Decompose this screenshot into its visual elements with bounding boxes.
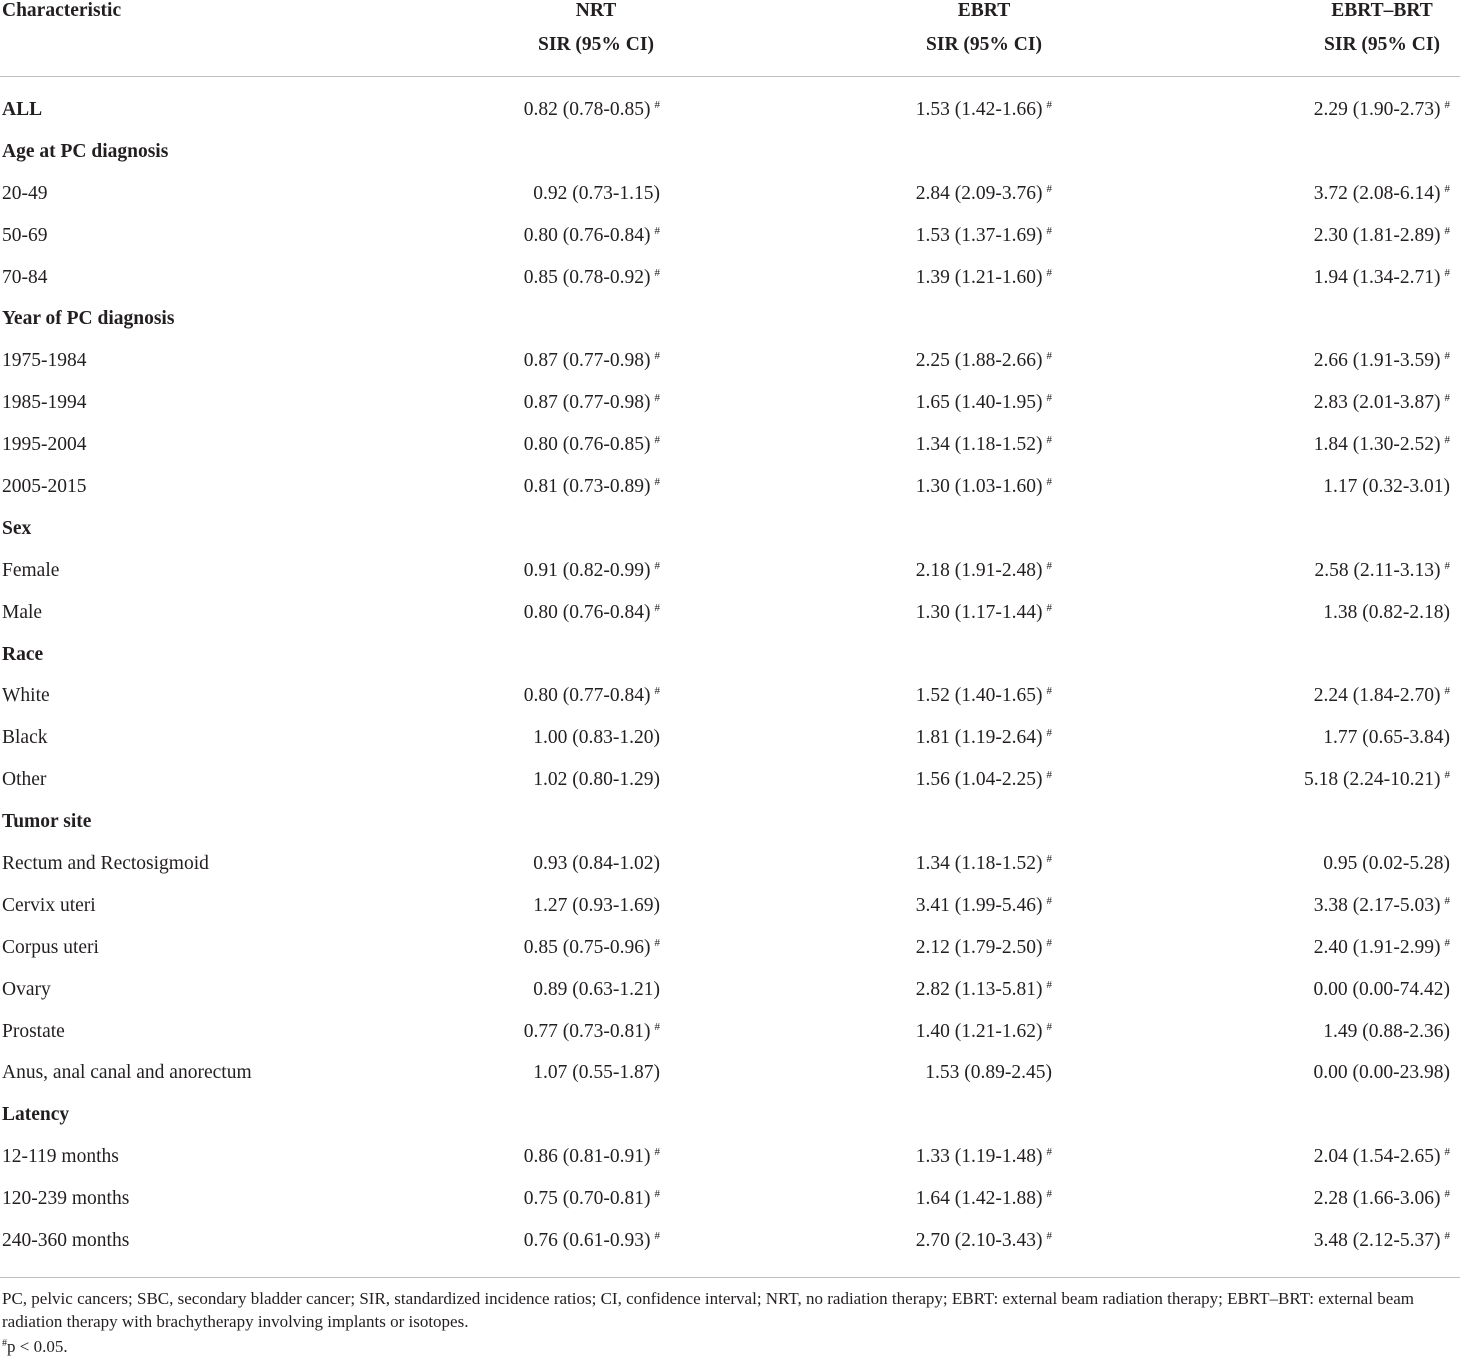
row-label: Other	[2, 769, 47, 791]
table-row	[0, 760, 1460, 802]
significance-marker: #	[1046, 434, 1052, 447]
significance-marker: #	[1444, 434, 1450, 447]
ebrt-brt-value-text: 3.48 (2.12-5.37)	[1313, 1230, 1441, 1252]
significance-marker: #	[654, 476, 660, 489]
nrt-value	[524, 350, 660, 372]
nrt-value	[524, 1146, 660, 1168]
nrt-value	[524, 476, 660, 498]
table-row	[0, 383, 1460, 425]
ebrt-value	[916, 602, 1052, 624]
significance-marker: #	[1444, 1188, 1450, 1201]
table-row	[0, 1221, 1460, 1263]
nrt-value-text: 0.86 (0.81-0.91)	[523, 1146, 651, 1168]
significance-symbol: #	[2, 1338, 7, 1349]
ebrt-value-text: 1.52 (1.40-1.65)	[915, 685, 1043, 707]
row-label: 50-69	[2, 224, 48, 246]
significance-marker: #	[1444, 894, 1450, 907]
ebrt-brt-value	[1314, 560, 1450, 582]
ebrt-brt-value-text: 1.84 (1.30-2.52)	[1313, 434, 1441, 456]
nrt-value	[524, 225, 660, 247]
section-label: Sex	[2, 517, 32, 539]
nrt-value-text: 0.80 (0.76-0.85)	[523, 434, 651, 456]
significance-marker: #	[654, 266, 660, 279]
ebrt-brt-value	[1314, 350, 1450, 372]
nrt-value-text: 0.77 (0.73-0.81)	[523, 1020, 651, 1042]
ebrt-brt-value-text: 5.18 (2.24-10.21)	[1304, 769, 1441, 791]
significance-marker: #	[654, 99, 660, 111]
significance-marker: #	[1046, 559, 1052, 572]
abbreviation-footnote: PC, pelvic cancers; SBC, secondary bladder cancer; SIR, standardized incidence ratios; CI, confidence interval; NRT, no radiation therapy; EBRT: external beam radiation therapy; EBRT–BRT: external beam radiation therapy with brachytherapy involving implants or isotopes.	[2, 1289, 1415, 1331]
ebrt-value-text: 1.64 (1.42-1.88)	[915, 1188, 1043, 1210]
nrt-value	[533, 769, 660, 791]
nrt-value	[524, 685, 660, 707]
header-ebrt-brt	[1312, 0, 1452, 56]
ebrt-value-text: 1.40 (1.21-1.62)	[915, 1020, 1043, 1042]
nrt-value	[524, 434, 660, 456]
section-label: Age at PC diagnosis	[2, 140, 169, 162]
ebrt-brt-value-text: 1.77 (0.65-3.84)	[1323, 727, 1450, 749]
nrt-value	[524, 392, 660, 414]
nrt-value-text: 1.00 (0.83-1.20)	[533, 727, 660, 749]
ebrt-value-text: 1.53 (0.89-2.45)	[925, 1062, 1052, 1084]
nrt-value-text: 1.02 (0.80-1.29)	[533, 769, 660, 791]
nrt-value-text: 0.81 (0.73-0.89)	[523, 476, 651, 498]
table-footnotes	[0, 1277, 1460, 1359]
ebrt-value-text: 2.12 (1.79-2.50)	[915, 936, 1043, 958]
ebrt-brt-value-text: 0.00 (0.00-74.42)	[1313, 978, 1450, 1000]
table-row	[0, 1137, 1460, 1179]
nrt-value	[524, 602, 660, 624]
significance-marker: #	[1046, 727, 1052, 740]
ebrt-brt-value-text: 1.17 (0.32-3.01)	[1323, 476, 1450, 498]
ebrt-value	[916, 895, 1052, 917]
ebrt-value	[916, 769, 1052, 791]
ebrt-value	[916, 937, 1052, 959]
table-row	[0, 174, 1460, 216]
ebrt-brt-value	[1323, 1021, 1450, 1043]
significance-marker: #	[654, 1188, 660, 1201]
ebrt-brt-value	[1314, 267, 1450, 289]
ebrt-brt-value-text: 2.83 (2.01-3.87)	[1313, 392, 1441, 414]
nrt-value-text: 0.82 (0.78-0.85)	[523, 99, 651, 120]
row-label: 1985-1994	[2, 392, 87, 414]
table-row	[0, 216, 1460, 258]
ebrt-brt-value	[1314, 434, 1450, 456]
ebrt-value	[916, 1188, 1052, 1210]
ebrt-value	[916, 183, 1052, 205]
significance-marker: #	[1046, 685, 1052, 698]
ebrt-value-text: 1.30 (1.03-1.60)	[915, 476, 1043, 498]
nrt-value	[533, 183, 660, 205]
table-row	[0, 258, 1460, 300]
nrt-value-text: 0.80 (0.77-0.84)	[523, 685, 651, 707]
significance-marker: #	[654, 434, 660, 447]
row-label: 2005-2015	[2, 476, 87, 498]
section-row	[0, 802, 1460, 844]
table-row	[0, 341, 1460, 383]
significance-marker: #	[1444, 559, 1450, 572]
ebrt-value	[916, 267, 1052, 289]
ebrt-brt-value-text: 1.38 (0.82-2.18)	[1323, 601, 1450, 623]
significance-marker: #	[1046, 1146, 1052, 1159]
table-row	[0, 844, 1460, 886]
row-label: Ovary	[2, 978, 51, 1000]
ebrt-brt-value	[1314, 99, 1450, 121]
nrt-value	[524, 1021, 660, 1043]
header-nrt-name: NRT	[575, 0, 617, 21]
ebrt-brt-value-text: 3.38 (2.17-5.03)	[1313, 894, 1441, 916]
ebrt-brt-value	[1314, 1146, 1450, 1168]
table-row	[0, 676, 1460, 718]
significance-text: p < 0.05.	[7, 1337, 68, 1356]
ebrt-brt-value-text: 0.00 (0.00-23.98)	[1313, 1062, 1450, 1084]
ebrt-value-text: 2.18 (1.91-2.48)	[915, 559, 1043, 581]
header-nrt-sub: SIR (95% CI)	[538, 34, 654, 55]
significance-marker: #	[1046, 392, 1052, 405]
ebrt-value-text: 3.41 (1.99-5.46)	[915, 894, 1043, 916]
significance-marker: #	[1444, 350, 1450, 363]
nrt-value-text: 0.87 (0.77-0.98)	[523, 350, 651, 372]
nrt-value-text: 0.91 (0.82-0.99)	[523, 559, 651, 581]
section-row	[0, 132, 1460, 174]
nrt-value	[524, 937, 660, 959]
ebrt-value-text: 1.65 (1.40-1.95)	[915, 392, 1043, 414]
header-ebrt-brt-sub: SIR (95% CI)	[1324, 34, 1440, 55]
table-row	[0, 970, 1460, 1012]
ebrt-value-text: 2.84 (2.09-3.76)	[915, 182, 1043, 204]
nrt-value-text: 0.87 (0.77-0.98)	[523, 392, 651, 414]
table-row	[0, 425, 1460, 467]
table-row	[0, 467, 1460, 509]
ebrt-value	[925, 1062, 1052, 1084]
ebrt-brt-value-text: 2.28 (1.66-3.06)	[1313, 1188, 1441, 1210]
row-label: 12-119 months	[2, 1146, 119, 1168]
significance-marker: #	[1046, 182, 1052, 195]
ebrt-value-text: 2.25 (1.88-2.66)	[915, 350, 1043, 372]
ebrt-value	[916, 476, 1052, 498]
header-characteristic	[2, 0, 121, 22]
ebrt-brt-value-text: 2.24 (1.84-2.70)	[1313, 685, 1441, 707]
significance-marker: #	[1046, 476, 1052, 489]
nrt-value	[533, 895, 660, 917]
ebrt-brt-value	[1314, 685, 1450, 707]
ebrt-brt-value-text: 2.58 (2.11-3.13)	[1314, 559, 1441, 581]
ebrt-brt-value	[1304, 769, 1450, 791]
nrt-value-text: 0.80 (0.76-0.84)	[523, 601, 651, 623]
ebrt-brt-value	[1314, 225, 1450, 247]
significance-marker: #	[654, 936, 660, 949]
table-row	[0, 1012, 1460, 1054]
nrt-value	[533, 979, 660, 1001]
ebrt-brt-value-text: 3.72 (2.08-6.14)	[1313, 182, 1441, 204]
ebrt-value-text: 2.70 (2.10-3.43)	[915, 1230, 1043, 1252]
section-row	[0, 299, 1460, 341]
significance-marker: #	[1046, 894, 1052, 907]
significance-marker: #	[1444, 685, 1450, 698]
ebrt-brt-value	[1314, 979, 1450, 1001]
ebrt-brt-value-text: 2.04 (1.54-2.65)	[1313, 1146, 1441, 1168]
ebrt-value	[916, 853, 1052, 875]
ebrt-value	[916, 979, 1052, 1001]
ebrt-brt-value	[1314, 1230, 1450, 1252]
significance-marker: #	[654, 1146, 660, 1159]
nrt-value	[524, 1230, 660, 1252]
significance-marker: #	[1046, 601, 1052, 614]
row-label: 1995-2004	[2, 434, 87, 456]
nrt-value	[533, 727, 660, 749]
row-label: 120-239 months	[2, 1188, 130, 1210]
nrt-value-text: 0.85 (0.78-0.92)	[523, 266, 651, 288]
row-label: Corpus uteri	[2, 936, 99, 958]
ebrt-value-text: 1.30 (1.17-1.44)	[915, 601, 1043, 623]
table-row	[0, 1053, 1460, 1095]
significance-marker: #	[1444, 224, 1450, 237]
row-label: Prostate	[2, 1020, 65, 1042]
table-body	[0, 90, 1460, 1263]
section-row	[0, 509, 1460, 551]
nrt-value-text: 0.89 (0.63-1.21)	[533, 978, 660, 1000]
section-label: Race	[2, 643, 44, 665]
ebrt-brt-value-text: 1.49 (0.88-2.36)	[1323, 1020, 1450, 1042]
significance-marker: #	[1444, 769, 1450, 782]
nrt-value-text: 1.27 (0.93-1.69)	[533, 894, 660, 916]
row-label: 1975-1984	[2, 350, 87, 372]
ebrt-value-text: 1.39 (1.21-1.60)	[915, 266, 1043, 288]
ebrt-value-text: 1.81 (1.19-2.64)	[915, 727, 1043, 749]
ebrt-brt-value-text: 2.66 (1.91-3.59)	[1313, 350, 1441, 372]
ebrt-value	[916, 434, 1052, 456]
significance-marker: #	[1046, 99, 1052, 111]
section-row	[0, 90, 1460, 132]
significance-marker: #	[1046, 936, 1052, 949]
significance-marker: #	[1046, 224, 1052, 237]
ebrt-brt-value-text: 1.94 (1.34-2.71)	[1313, 266, 1441, 288]
header-characteristic-label: Characteristic	[2, 0, 122, 21]
table-row	[0, 593, 1460, 635]
nrt-value	[533, 1062, 660, 1084]
significance-marker: #	[1444, 936, 1450, 949]
row-label: Female	[2, 559, 60, 581]
significance-marker: #	[1046, 1020, 1052, 1033]
ebrt-value	[916, 350, 1052, 372]
significance-marker: #	[1444, 266, 1450, 279]
ebrt-brt-value	[1314, 1188, 1450, 1210]
ebrt-brt-value	[1314, 392, 1450, 414]
ebrt-value	[916, 685, 1052, 707]
significance-marker: #	[1046, 266, 1052, 279]
table-row	[0, 886, 1460, 928]
ebrt-value-text: 1.33 (1.19-1.48)	[915, 1146, 1043, 1168]
nrt-value-text: 1.07 (0.55-1.87)	[533, 1062, 660, 1084]
table-header	[0, 0, 1460, 77]
ebrt-brt-value	[1323, 476, 1450, 498]
nrt-value	[533, 853, 660, 875]
significance-marker: #	[654, 224, 660, 237]
ebrt-value-text: 1.34 (1.18-1.52)	[915, 434, 1043, 456]
row-label: Rectum and Rectosigmoid	[2, 853, 209, 875]
ebrt-value-text: 1.53 (1.42-1.66)	[915, 99, 1043, 120]
ebrt-brt-value	[1323, 727, 1450, 749]
significance-marker: #	[654, 685, 660, 698]
nrt-value-text: 0.85 (0.75-0.96)	[523, 936, 651, 958]
ebrt-brt-value-text: 2.30 (1.81-2.89)	[1313, 224, 1441, 246]
nrt-value	[524, 267, 660, 289]
table-row	[0, 718, 1460, 760]
significance-marker: #	[654, 559, 660, 572]
table-row	[0, 928, 1460, 970]
header-ebrt-name: EBRT	[957, 0, 1011, 21]
nrt-value-text: 0.80 (0.76-0.84)	[523, 224, 651, 246]
ebrt-brt-value	[1314, 895, 1450, 917]
ebrt-brt-value-text: 0.95 (0.02-5.28)	[1323, 853, 1450, 875]
row-label: Black	[2, 727, 48, 749]
section-label: ALL	[2, 99, 43, 120]
significance-marker: #	[1444, 1146, 1450, 1159]
ebrt-value-text: 2.82 (1.13-5.81)	[915, 978, 1043, 1000]
ebrt-value-text: 1.34 (1.18-1.52)	[915, 853, 1043, 875]
row-label: Male	[2, 601, 43, 623]
significance-marker: #	[1046, 350, 1052, 363]
ebrt-brt-value	[1314, 1062, 1450, 1084]
ebrt-value	[916, 225, 1052, 247]
ebrt-brt-value-text: 2.40 (1.91-2.99)	[1313, 936, 1441, 958]
ebrt-brt-value	[1323, 853, 1450, 875]
row-label: 240-360 months	[2, 1230, 130, 1252]
significance-marker: #	[654, 392, 660, 405]
significance-marker: #	[1046, 1188, 1052, 1201]
section-label: Latency	[2, 1104, 70, 1126]
row-label: 70-84	[2, 266, 48, 288]
significance-marker: #	[654, 1020, 660, 1033]
nrt-value-text: 0.92 (0.73-1.15)	[533, 182, 660, 204]
nrt-value-text: 0.76 (0.61-0.93)	[523, 1230, 651, 1252]
significance-marker: #	[1444, 99, 1450, 111]
significance-marker: #	[1046, 1230, 1052, 1243]
header-ebrt-brt-name: EBRT–BRT	[1331, 0, 1433, 21]
ebrt-value-text: 1.53 (1.37-1.69)	[915, 224, 1043, 246]
nrt-value-text: 0.93 (0.84-1.02)	[533, 853, 660, 875]
row-label: Anus, anal canal and anorectum	[2, 1062, 252, 1084]
ebrt-value	[916, 560, 1052, 582]
header-nrt	[535, 0, 657, 56]
ebrt-value	[916, 1146, 1052, 1168]
significance-marker: #	[654, 1230, 660, 1243]
row-label: Cervix uteri	[2, 894, 96, 916]
ebrt-brt-value	[1314, 937, 1450, 959]
significance-marker: #	[654, 601, 660, 614]
section-row	[0, 635, 1460, 677]
section-label: Tumor site	[2, 811, 92, 833]
ebrt-brt-value-text: 2.29 (1.90-2.73)	[1313, 99, 1441, 120]
section-label: Year of PC diagnosis	[2, 308, 175, 330]
nrt-value	[524, 99, 660, 121]
significance-marker: #	[1046, 853, 1052, 866]
significance-marker: #	[1046, 978, 1052, 991]
row-label: 20-49	[2, 182, 48, 204]
significance-marker: #	[654, 350, 660, 363]
ebrt-value	[916, 1230, 1052, 1252]
section-row	[0, 1095, 1460, 1137]
ebrt-value-text: 1.56 (1.04-2.25)	[915, 769, 1043, 791]
ebrt-brt-value	[1323, 602, 1450, 624]
nrt-value	[524, 560, 660, 582]
ebrt-value	[916, 1021, 1052, 1043]
ebrt-value	[916, 99, 1052, 121]
header-ebrt-sub: SIR (95% CI)	[926, 34, 1042, 55]
ebrt-value	[916, 392, 1052, 414]
significance-marker: #	[1444, 182, 1450, 195]
significance-footnote	[0, 1333, 1460, 1359]
nrt-value	[524, 1188, 660, 1210]
ebrt-brt-value	[1314, 183, 1450, 205]
table-row	[0, 551, 1460, 593]
significance-marker: #	[1444, 392, 1450, 405]
header-ebrt	[923, 0, 1045, 56]
nrt-value-text: 0.75 (0.70-0.81)	[523, 1188, 651, 1210]
significance-marker: #	[1046, 769, 1052, 782]
row-label: White	[2, 685, 50, 707]
table-row	[0, 1179, 1460, 1221]
ebrt-value	[916, 727, 1052, 749]
significance-marker: #	[1444, 1230, 1450, 1243]
